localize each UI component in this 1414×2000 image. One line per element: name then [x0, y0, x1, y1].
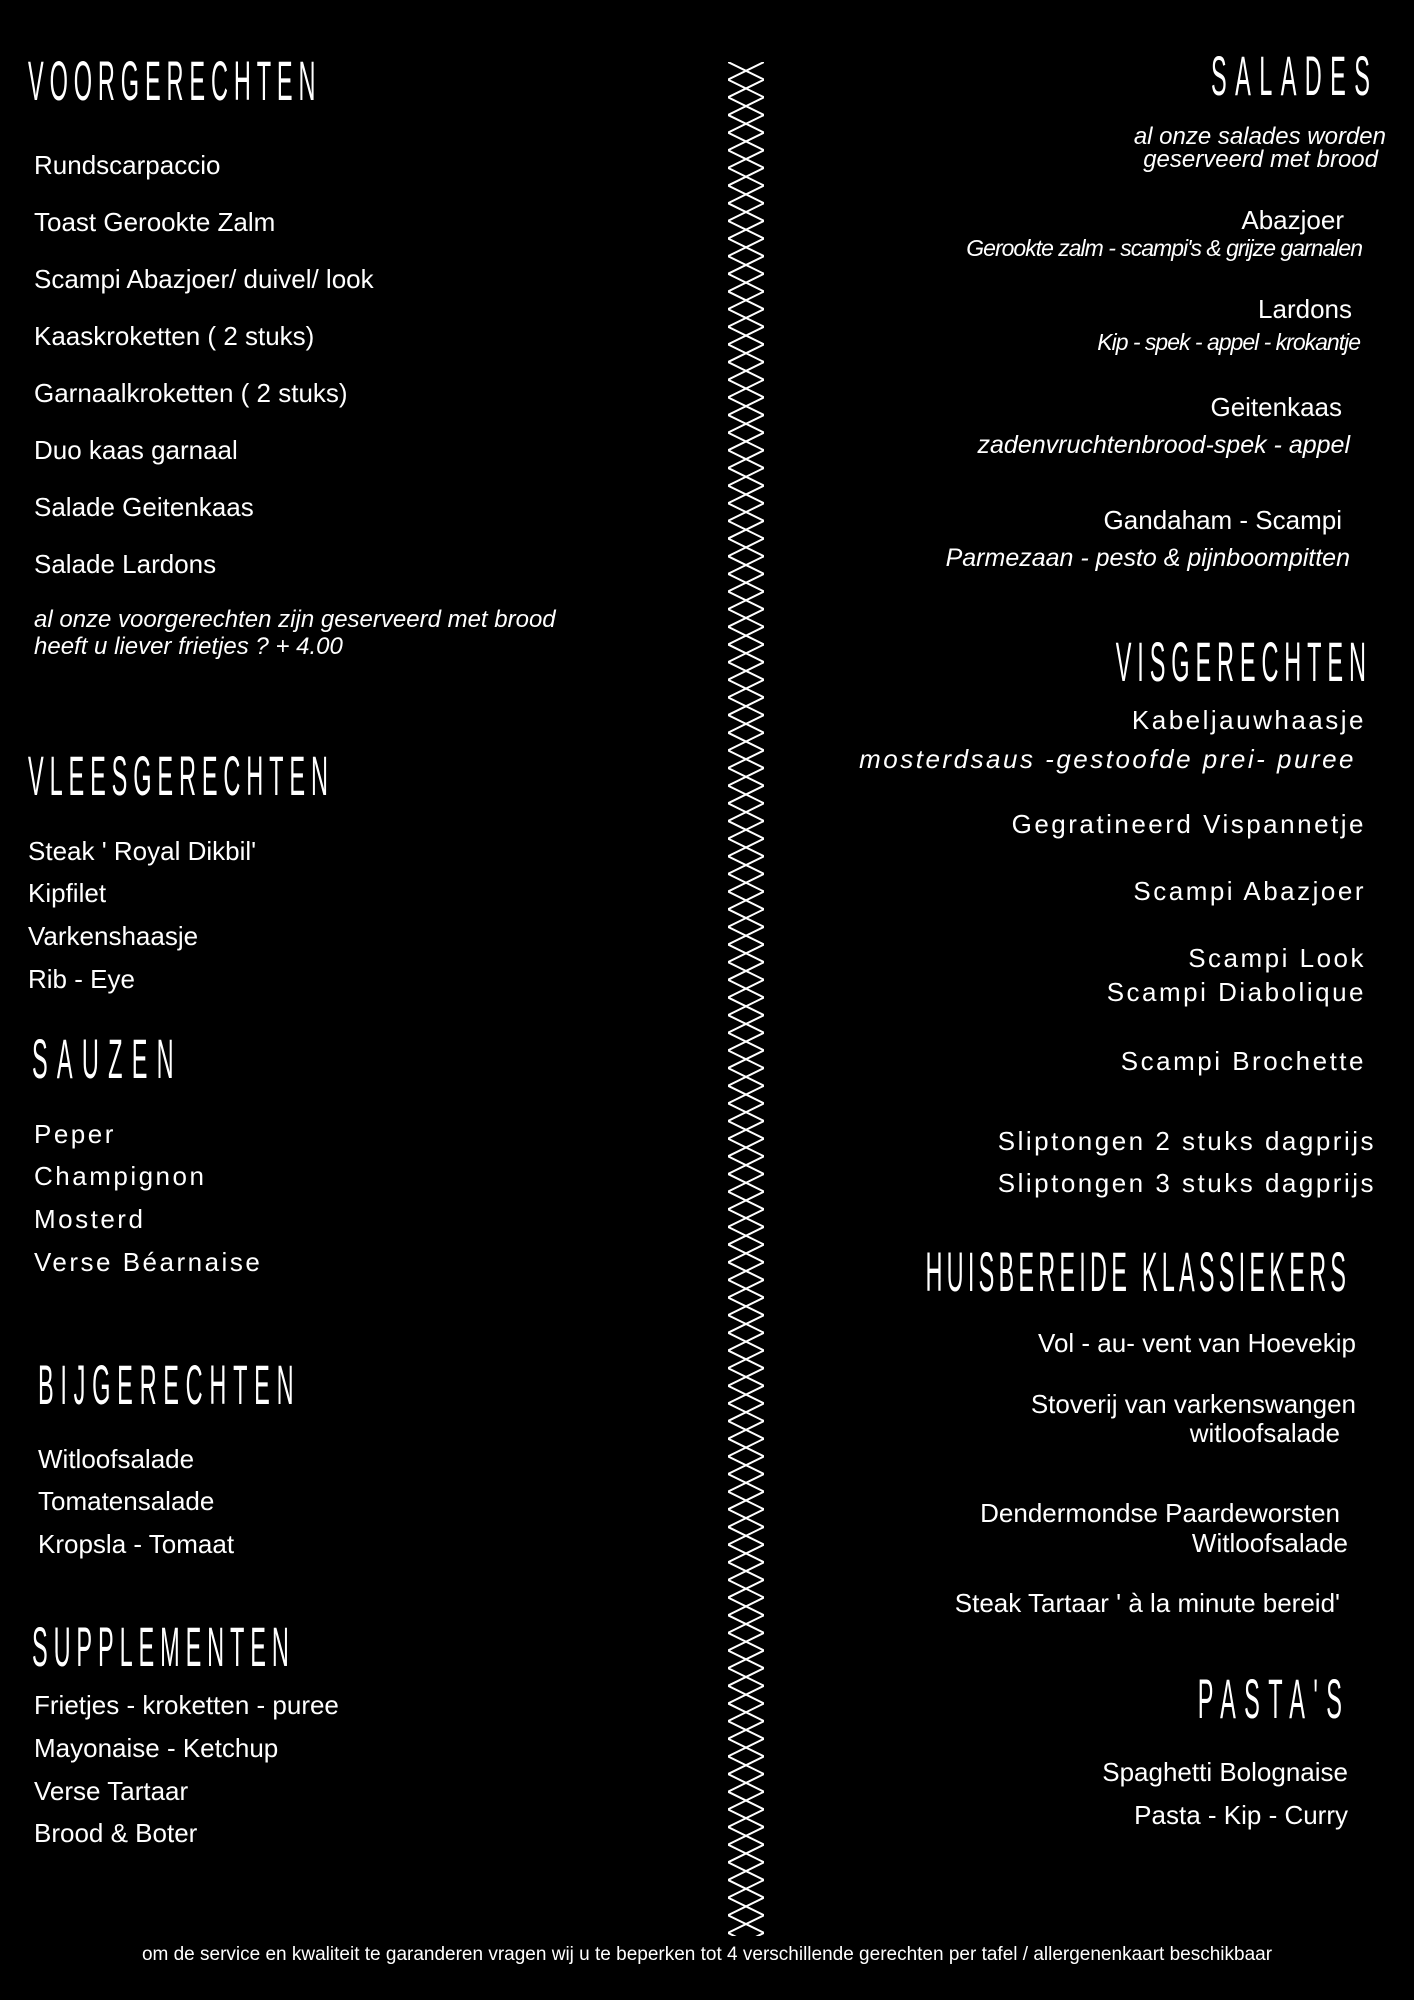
menu-item: Rundscarpaccio [34, 150, 221, 180]
menu-item: Stoverij van varkenswangen [1030, 1389, 1356, 1419]
menu-item: Garnaalkroketten ( 2 stuks) [34, 378, 348, 408]
menu-item: Steak Tartaar ' à la minute bereid' [954, 1588, 1340, 1618]
menu-item: Scampi Look [1188, 943, 1366, 973]
menu-item: Gegratineerd Vispannetje [1011, 809, 1366, 839]
menu-item: Kipfilet [28, 878, 107, 908]
menu-item: Kaaskroketten ( 2 stuks) [34, 321, 315, 351]
menu-item: Verse Tartaar [34, 1776, 189, 1806]
supplementen-heading: SUPPLEMENTEN [32, 1615, 295, 1678]
salade-name: Abazjoer [1241, 205, 1344, 235]
visgerechten-heading: VISGERECHTEN [1115, 630, 1372, 693]
menu-item: Tomatensalade [38, 1486, 215, 1516]
salade-desc: Gerookte zalm - scampi's & grijze garnalen [966, 235, 1362, 261]
menu-item: Sliptongen 2 stuks dagprijs [997, 1126, 1376, 1156]
menu-item: Frietjes - kroketten - puree [34, 1690, 339, 1720]
menu-item: Champignon [34, 1161, 207, 1191]
salades-note: geserveerd met brood [1143, 146, 1378, 173]
footer-note: om de service en kwaliteit te garanderen vragen wij u te beperken tot 4 verschillende gerechten per tafel / allergenenkaart beschikbaar [141, 1944, 1273, 1965]
menu-item: Duo kaas garnaal [34, 435, 238, 465]
menu-item: Mosterd [34, 1204, 146, 1234]
salade-name: Lardons [1258, 294, 1352, 324]
menu-item: Witloofsalade [38, 1444, 195, 1474]
menu-item: Scampi Abazjoer/ duivel/ look [34, 264, 374, 294]
menu-item: Brood & Boter [34, 1818, 198, 1848]
menu-item: Mayonaise - Ketchup [34, 1733, 279, 1763]
salade-desc: Kip - spek - appel - krokantje [1097, 329, 1360, 355]
salades-note: al onze salades worden [1133, 123, 1386, 150]
menu-item: Vol - au- vent van Hoevekip [1038, 1328, 1356, 1358]
menu-item: Steak ' Royal Dikbil' [28, 836, 257, 866]
menu-item-desc: Witloofsalade [1191, 1528, 1348, 1558]
menu-item: Scampi Abazjoer [1133, 876, 1366, 906]
bijgerechten-heading: BIJGERECHTEN [38, 1353, 301, 1416]
menu-item: Salade Geitenkaas [34, 492, 254, 522]
menu-item: Pasta - Kip - Curry [1134, 1800, 1348, 1830]
sauzen-heading: SAUZEN [32, 1027, 183, 1090]
klassiekers-heading: HUISBEREIDE KLASSIEKERS [925, 1240, 1350, 1303]
menu-item: Scampi Diabolique [1106, 977, 1366, 1007]
menu-item: Verse Béarnaise [34, 1247, 263, 1277]
menu-item: Scampi Brochette [1120, 1046, 1366, 1076]
salades-heading: SALADES [1210, 44, 1378, 107]
menu-item: Salade Lardons [34, 549, 217, 579]
menu-item: Peper [34, 1119, 116, 1149]
menu-item: Sliptongen 3 stuks dagprijs [997, 1168, 1376, 1198]
salade-name: Geitenkaas [1210, 392, 1342, 422]
vleesgerechten-heading: VLEESGERECHTEN [28, 744, 334, 807]
menu-item: Toast Gerookte Zalm [34, 207, 276, 237]
voorgerechten-note: al onze voorgerechten zijn geserveerd met brood [34, 606, 556, 633]
menu-item: Spaghetti Bolognaise [1102, 1757, 1348, 1787]
salade-name: Gandaham - Scampi [1103, 505, 1342, 535]
menu-item: Varkenshaasje [28, 921, 199, 951]
voorgerechten-heading: VOORGERECHTEN [28, 49, 322, 112]
salade-desc: Parmezaan - pesto & pijnboompitten [945, 544, 1350, 572]
pastas-heading: PASTA'S [1197, 1667, 1350, 1730]
menu-item: Dendermondse Paardeworsten [980, 1498, 1340, 1528]
voorgerechten-note: heeft u liever frietjes ? + 4.00 [34, 633, 343, 660]
zigzag-divider [728, 62, 764, 1936]
menu-item-desc: witloofsalade [1189, 1418, 1340, 1448]
salade-desc: zadenvruchtenbrood-spek - appel [977, 431, 1350, 459]
menu-item: Kabeljauwhaasje [1131, 705, 1366, 735]
menu-item: Kropsla - Tomaat [38, 1529, 235, 1559]
menu-item-desc: mosterdsaus -gestoofde prei- puree [859, 744, 1356, 774]
menu-item: Rib - Eye [28, 964, 135, 994]
